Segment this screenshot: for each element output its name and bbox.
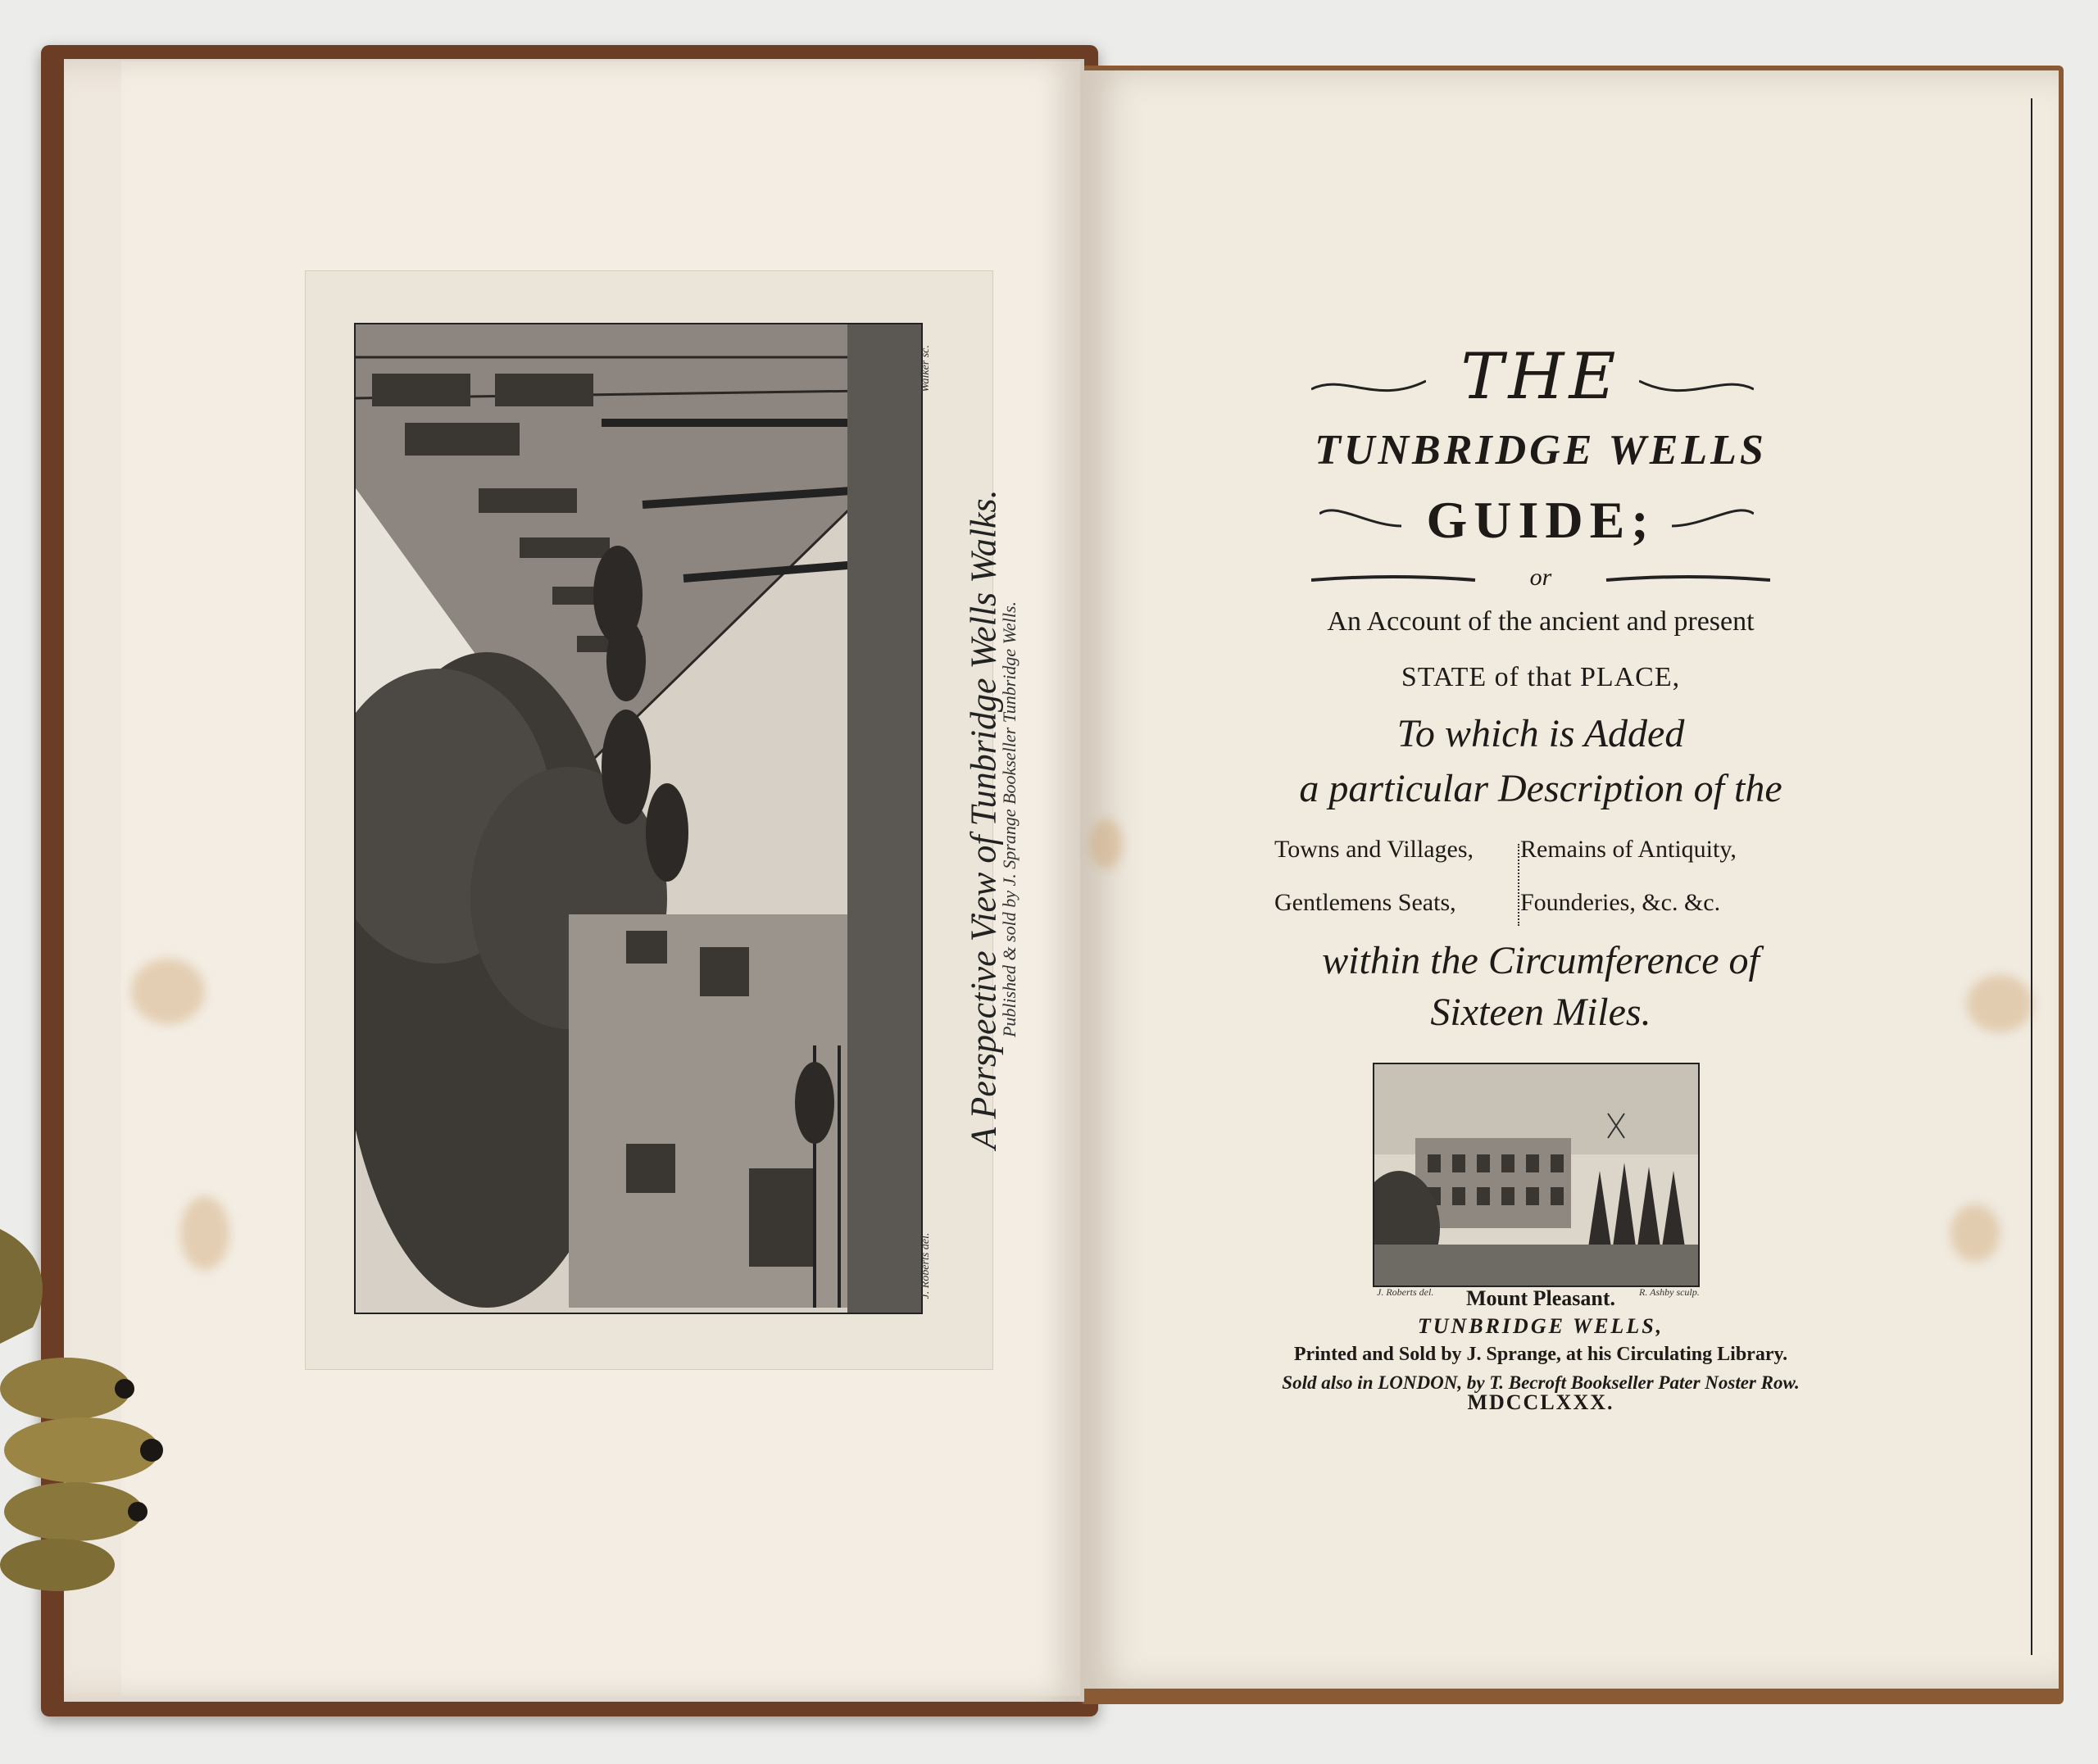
vignette-artist-left: J. Roberts del. <box>1377 1286 1434 1298</box>
subtitle-sixteen: Sixteen Miles. <box>1430 991 1651 1034</box>
plate-imprint: Published & sold by J. Sprange Bookseller Tunbridge Wells. <box>999 601 1019 1038</box>
imprint-place: TUNBRIDGE WELLS, <box>1417 1314 1664 1338</box>
vignette-artist-right: R. Ashby sculp. <box>1639 1286 1700 1298</box>
list-founderies: Founderies, &c. &c. <box>1520 889 1721 916</box>
foxing-spot <box>1967 975 2032 1032</box>
imprint-date: MDCCLXXX. <box>1467 1390 1614 1414</box>
subtitle-added: To which is Added <box>1396 712 1685 755</box>
list-remains: Remains of Antiquity, <box>1520 836 1737 863</box>
foxing-spot <box>180 1196 229 1270</box>
list-divider <box>1518 844 1519 926</box>
foxing-spot <box>1950 1204 2000 1262</box>
foxing-spot <box>1090 819 1123 868</box>
subtitle-state: STATE of that PLACE, <box>1401 662 1681 692</box>
brass-book-stand <box>0 1229 172 1680</box>
title-or: or <box>1529 564 1552 591</box>
subtitle-particular: a particular Description of the <box>1299 767 1782 810</box>
imprint-printed: Printed and Sold by J. Sprange, at his Circulating Library. <box>1293 1344 1788 1365</box>
plate-artist-right: Walker sc. <box>920 345 932 392</box>
title-the: THE <box>1460 340 1621 414</box>
list-seats: Gentlemens Seats, <box>1274 889 1456 916</box>
plate-artist-left: J. Roberts del. <box>920 1232 932 1299</box>
subtitle-account: An Account of the ancient and present <box>1327 606 1755 637</box>
list-towns: Towns and Villages, <box>1274 836 1474 863</box>
title-tunbridge: TUNBRIDGE WELLS <box>1315 427 1767 474</box>
engraving-walks <box>354 323 923 1314</box>
title-guide: GUIDE; <box>1426 491 1655 549</box>
plate-caption: A Perspective View of Tunbridge Wells Walks. <box>963 489 1004 1150</box>
subtitle-within: within the Circumference of <box>1322 939 1760 982</box>
page-edge-rule <box>2031 98 2032 1655</box>
foxing-spot <box>131 959 205 1024</box>
imprint-sold: Sold also in LONDON, by T. Becroft Bookseller Pater Noster Row. <box>1282 1372 1800 1393</box>
vignette-caption: Mount Pleasant. <box>1466 1286 1615 1310</box>
vignette-mount-pleasant <box>1373 1063 1700 1287</box>
title-page <box>1083 70 2059 1689</box>
